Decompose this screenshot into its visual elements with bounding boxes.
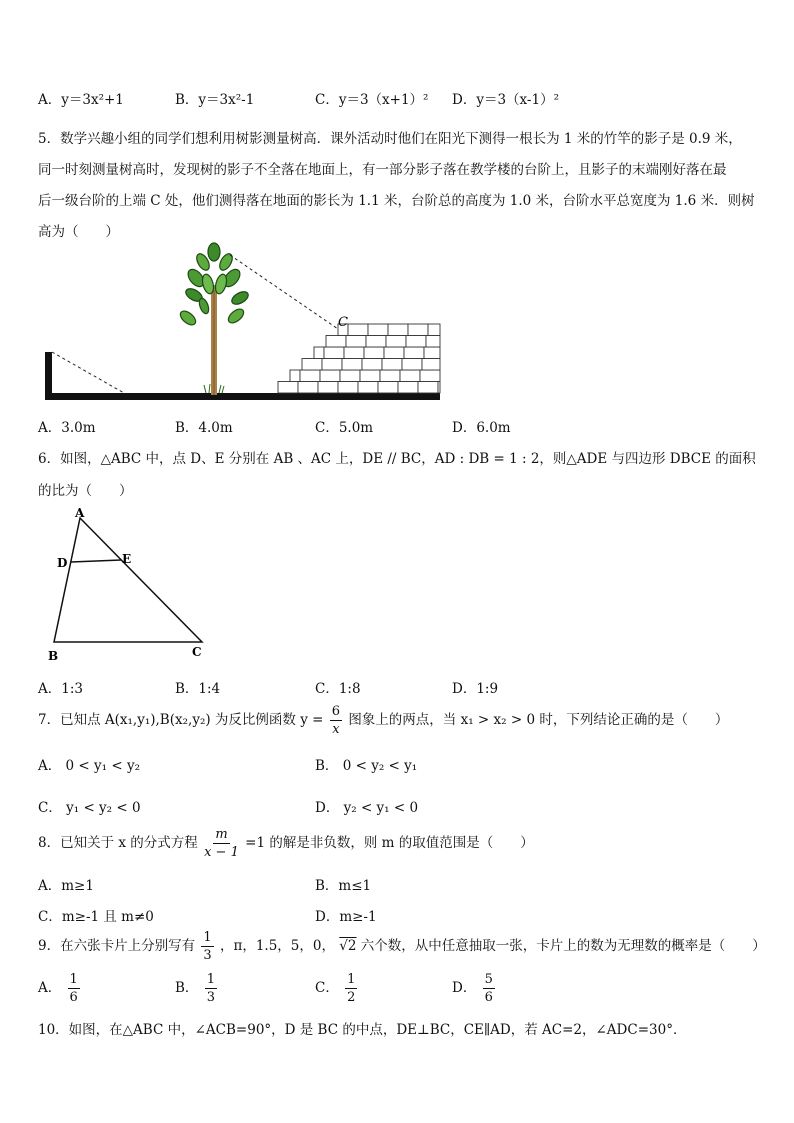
stair-brick (300, 370, 320, 382)
q8-fraction-den: x − 1 (204, 845, 239, 860)
q5-text-line2: 同一时刻测量树高时，发现树的影子不全落在地面上，有一部分影子落在教学楼的台阶上，且影子的末端刚好落在最 (38, 162, 727, 178)
q10-text-line1: 10．如图，在△ABC 中，∠ACB=90°，D 是 BC 的中点，DE⊥BC，CE∥AD，若 AC=2，∠ADC=30°． (38, 1022, 687, 1038)
q7-text-prefix: 7．已知点 A(x₁,y₁),B(x₂,y₂) 为反比例函数 y = (38, 712, 324, 728)
q9-option-d-label: D． (452, 980, 477, 996)
point-c-label: C (338, 315, 348, 330)
stair-brick (320, 370, 340, 382)
stair-brick (408, 324, 428, 336)
stair-brick (382, 359, 402, 371)
stair-brick (398, 382, 418, 394)
q9-option-c (315, 973, 359, 1004)
stair-brick (322, 359, 342, 371)
stair-brick (380, 370, 400, 382)
q5-option-c: C．5.0m (315, 420, 374, 436)
segment-de (71, 560, 121, 562)
stair-brick (340, 370, 360, 382)
stair-brick (338, 382, 358, 394)
q9-text-suffix: 六个数，从中任意抽取一张，卡片上的数为无理数的概率是（ ） (360, 938, 766, 954)
bamboo-pole (45, 352, 52, 396)
q9-option-b-den: 3 (206, 990, 215, 1005)
q7-option-a: A． 0 < y₁ < y₂ (38, 758, 140, 774)
stair-brick (318, 382, 338, 394)
q9-fraction (201, 931, 213, 962)
q9-option-a-label: A． (38, 980, 62, 996)
q9-option-b (175, 973, 219, 1004)
q9-text (38, 930, 766, 963)
stair-brick (378, 382, 398, 394)
q9-option-c-den: 2 (347, 990, 356, 1005)
vertex-b-label: B (48, 649, 59, 663)
q9-sqrt: √2 (339, 938, 357, 954)
q8-text (38, 828, 760, 859)
q9-option-b-num: 1 (206, 972, 215, 987)
q4-option-a: A．y＝3x²+1 (38, 92, 124, 108)
stair-brick (348, 324, 368, 336)
q4-option-c: C．y＝3（x+1）² (315, 92, 429, 108)
stair-brick (386, 336, 406, 348)
q9-option-a-num: 1 (69, 972, 78, 987)
stair-brick (344, 347, 364, 359)
q9-option-b-label: B． (175, 980, 199, 996)
q8-option-a: A．m≥1 (38, 878, 94, 894)
stair-brick (360, 370, 380, 382)
q9-fraction-den: 3 (203, 948, 212, 963)
q8-text-prefix: 8．已知关于 x 的分式方程 (38, 835, 198, 851)
q7-option-d: D． y₂ < y₁ < 0 (315, 800, 419, 816)
stair-brick (384, 347, 404, 359)
q7-text-suffix: 图象上的两点，当 x₁ > x₂ > 0 时，下列结论正确的是（ ） (348, 712, 729, 728)
q5-text-line1: 5．数学兴趣小组的同学们想利用树影测量树高．课外活动时他们在阳光下测得一根长为 1 米的竹竿的影子是 0.9 米， (38, 131, 742, 147)
stair-brick (362, 359, 382, 371)
q9-option-d-den: 6 (484, 990, 493, 1005)
q4-option-b: B．y＝3x²-1 (175, 92, 255, 108)
vertex-a-label: A (75, 506, 85, 520)
q8-fraction (204, 828, 239, 859)
q9-fraction-num: 1 (203, 930, 212, 945)
q7-text (38, 705, 760, 736)
q9-option-c-num: 1 (347, 972, 356, 987)
q9-option-a (38, 973, 82, 1004)
stair-brick (366, 336, 386, 348)
q9-text-prefix: 9．在六张卡片上分别写有 (38, 938, 196, 954)
stair-brick (364, 347, 384, 359)
q6-option-c: C．1:8 (315, 681, 361, 697)
stair-brick (388, 324, 408, 336)
stair-brick (428, 324, 440, 336)
stair-brick (426, 336, 440, 348)
stair-brick (400, 370, 420, 382)
ground-line (45, 393, 440, 400)
q5-text-line3: 后一级台阶的上端 C 处，他们测得落在地面的影长为 1.1 米，台阶总的高度为 1.0 米，台阶水平总宽度为 1.6 米．则树 (38, 193, 755, 209)
stair-brick (406, 336, 426, 348)
stair-brick (324, 347, 344, 359)
q6-text-line2: 的比为（ ） (38, 483, 133, 499)
q9-option-d (452, 973, 497, 1004)
stair-brick (302, 359, 322, 371)
stair-brick (298, 382, 318, 394)
stair-brick (422, 359, 440, 371)
q7-fraction (330, 705, 342, 736)
stair-brick (342, 359, 362, 371)
q8-option-c: C．m≥-1 且 m≠0 (38, 909, 154, 925)
stair-brick (278, 382, 298, 394)
q6-option-a: A．1:3 (38, 681, 83, 697)
q9-text-middle: ，π，1.5，5，0， (219, 938, 335, 954)
q6-option-b: B．1:4 (175, 681, 221, 697)
vertex-c-label: C (192, 645, 202, 659)
q4-option-d: D．y＝3（x-1）² (452, 92, 559, 108)
point-e-label: E (122, 552, 132, 566)
q5-option-b: B．4.0m (175, 420, 233, 436)
q6-option-d: D．1:9 (452, 681, 499, 697)
stair-brick (418, 382, 438, 394)
pole-shadow-ray (52, 352, 124, 393)
stair-brick (368, 324, 388, 336)
staircase (278, 324, 440, 393)
stair-brick (346, 336, 366, 348)
q6-triangle-figure (30, 500, 220, 670)
q5-text-line4: 高为（ ） (38, 224, 119, 240)
point-d-label: D (57, 556, 68, 570)
q7-fraction-num: 6 (331, 704, 341, 719)
stair-brick (314, 347, 324, 359)
q8-option-b: B．m≤1 (315, 878, 372, 894)
q9-option-c-label: C． (315, 980, 339, 996)
q9-option-a-den: 6 (69, 990, 78, 1005)
stair-brick (424, 347, 440, 359)
q5-option-a: A．3.0m (38, 420, 96, 436)
stair-brick (420, 370, 440, 382)
q5-tree-shadow-figure (0, 240, 794, 410)
stair-brick (404, 347, 424, 359)
q8-text-suffix: =1 的解是非负数，则 m 的取值范围是（ ） (245, 835, 534, 851)
q7-option-b: B． 0 < y₂ < y₁ (315, 758, 418, 774)
q8-option-d: D．m≥-1 (315, 909, 377, 925)
stair-brick (326, 336, 346, 348)
q5-option-d: D．6.0m (452, 420, 511, 436)
stair-brick (438, 382, 440, 394)
q9-option-d-num: 5 (484, 972, 493, 987)
stair-brick (358, 382, 378, 394)
stair-brick (402, 359, 422, 371)
q8-fraction-num: m (215, 827, 228, 842)
stair-brick (290, 370, 300, 382)
q7-option-c: C． y₁ < y₂ < 0 (38, 800, 141, 816)
triangle-abc (54, 518, 202, 642)
q6-text-line1: 6．如图，△ABC 中，点 D、E 分别在 AB 、AC 上，DE // BC，AD : DB = 1 : 2，则△ADE 与四边形 DBCE 的面积 (38, 451, 756, 467)
q7-fraction-den: x (332, 722, 340, 737)
